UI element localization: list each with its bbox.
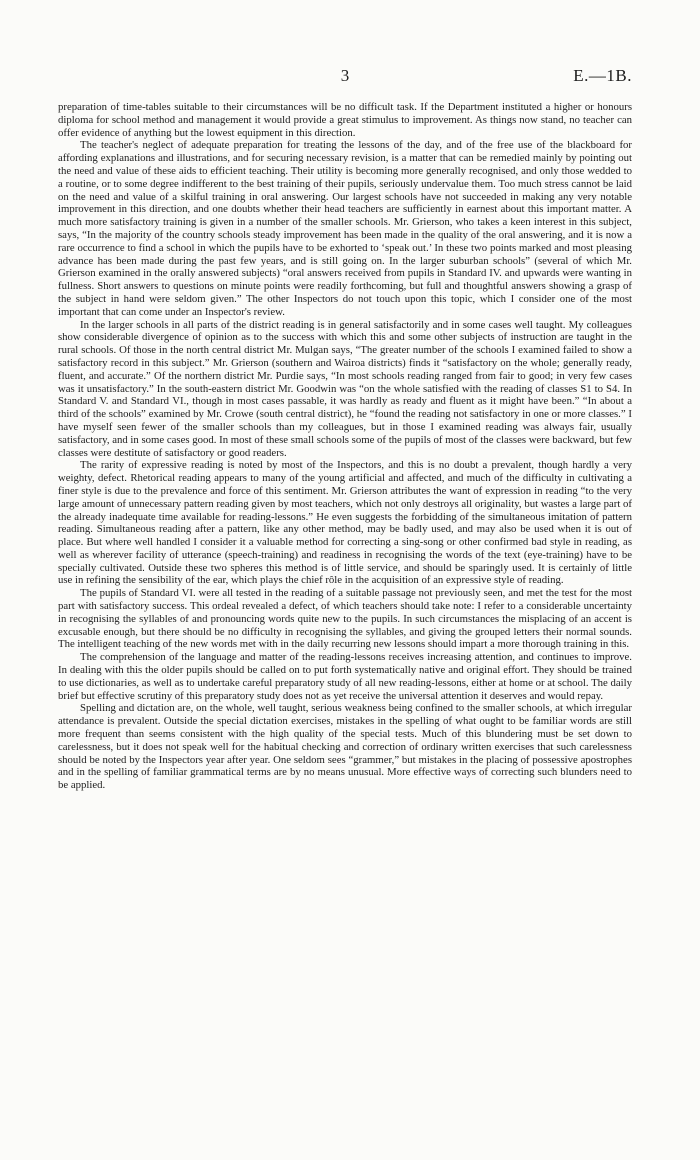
paragraph-reading: In the larger schools in all parts of the district reading is in general satisfactorily and in some cases well taught. My colleagues show considerable divergence of opinion as to the success with which this and some other subjects of instruction are taught in the rural schools. Of those in the north central district Mr. Mulgan says, “The greater number of the schools I examined failed to show a satisfactory record in this subject.” Mr. Grierson (southern and Wairoa districts) finds it “satisfactory on the whole; generally ready, fluent, and accurate.” Of the northern district Mr. Purdie says, “In most schools reading ranged from fair to good; in very few cases was it unsatisfactory.” In the south-eastern district Mr. Goodwin was “on the whole satisfied with the reading of classes S1 to S4. In Standard V. and Standard VI., though in most cases passable, it was hardly as ready and fluent as it might have been.” “In about a third of the schools” examined by Mr. Crowe (south central district), he “found the reading not satisfactory in one or more classes.” I have myself seen fewer of the smaller schools than my colleagues, but in those I examined reading was always fair, usually satisfactory, and in some cases good. In most of these small schools some of the pupils of most of the classes were backward, but few classes were destitute of satisfactory or good readers.	[58, 318, 632, 459]
paragraph-expressive-reading: The rarity of expressive reading is noted by most of the Inspectors, and this is no doubt a prevalent, though hardly a very weighty, defect. Rhetorical reading appears to many of the young artificial and affected, and much of the difficulty in cultivating a finer style is due to the prevalence and force of this sentiment. Mr. Grierson attributes the want of expression in reading “to the very large amount of unnecessary pattern reading given by most teachers, which not only destroys all originality, but wastes a large part of the already inadequate time available for reading-lessons.” He even suggests the forbidding of the simultaneous imitation of pattern reading. Simultaneous reading after a pattern, like any other method, may be badly used, and may also be used when it is out of place. But where well handled I consider it a valuable method for correcting a sing-song or other confirmed bad style in reading, as well as wherever facility of utterance (speech-training) and readiness in recognising the words of the text (eye-training) have to be specially cultivated. Outside these two spheres this method is of little service, and should be sparingly used. It is certainly of little use in refining the sensibility of the ear, which plays the chief rôle in the acquisition of an expressive style of reading.	[58, 459, 632, 587]
paragraph-comprehension: The comprehension of the language and matter of the reading-lessons receives increasing attention, and continues to improve. In dealing with this the older pupils should be called on to put forth systematically native and original effort. They should be trained to use dictionaries, as well as to undertake careful preparatory study of all new reading-lessons, either at home or at school. The daily brief but effective scrutiny of this preparatory study does not as yet receive the universal attention it deserves and would repay.	[58, 651, 632, 702]
page-header	[58, 66, 632, 90]
paragraph-blackboard-oral-answering: The teacher's neglect of adequate preparation for treating the lessons of the day, and of the free use of the blackboard for affording explanations and illustrations, and for securing necessary revision, is a matter that can be remedied mainly by pointing out the need and value of these aids to efficient teaching. Their utility is becoming more generally recognised, and only those wedded to a routine, or to some degree indifferent to the best training of their pupils, seriously undervalue them. Too much stress cannot be laid on the need and value of a skilful training in oral answering. Our largest schools have not succeeded in making any very notable improvement in this direction, and one doubts whether their head teachers are sufficiently in earnest about this important matter. A much more satisfactory training is given in a number of the smaller schools. Mr. Grierson, who takes a keen interest in this subject, says, “In the majority of the country schools steady improvement has been made in the quality of the oral answering, and it is now a rare occurrence to find a school in which the pupils have to be exhorted to ‘speak out.’ In these two points marked and most pleasing advance has been made during the past few years, and is still going on. In the larger suburban schools” (several of which Mr. Grierson examined in the orally answered subjects) “oral answers received from pupils in Standard IV. and upwards were wanting in fullness. Short answers to questions on minute points were readily forthcoming, but full and thoughtful answers showing a grasp of the subject in hand were seldom given.” The other Inspectors do not touch upon this topic, which I consider one of the most important that can come under an Inspector's review.	[58, 139, 632, 318]
document-reference: E.—1B.	[573, 66, 632, 85]
paragraph-standard-vi-test: The pupils of Standard VI. were all tested in the reading of a suitable passage not previously seen, and met the test for the most part with satisfactory success. This ordeal revealed a defect, of which teachers should take note: I refer to a considerable uncertainty in recognising the syllables of and pronouncing words quite new to the pupils. In such circumstances the misplacing of an accent is excusable enough, but there should be no difficulty in recognising the syllables, and giving the grouped letters their normal sounds. The intelligent teaching of the new words met with in the daily recurring new lessons should impart a more thorough training in this.	[58, 587, 632, 651]
paragraph-spelling-dictation: Spelling and dictation are, on the whole, well taught, serious weakness being confined to the smaller schools, at which irregular attendance is prevalent. Outside the special dictation exercises, mistakes in the spelling of what ought to be familiar words are still more frequent than seems consistent with the high quality of the special tests. Much of this blundering must be set down to carelessness, but it does not speak well for the habitual checking and correction of ordinary written exercises that such carelessness should be noted by the Inspectors year after year. One seldom sees “grammer,” but mistakes in the placing of possessive apostrophes and in the spelling of familiar grammatical terms are by no means unusual. More effective ways of correcting such blunders need to be applied.	[58, 702, 632, 792]
body-text	[58, 101, 632, 792]
paragraph-timetables: preparation of time-tables suitable to their circumstances will be no difficult task. If the Department instituted a higher or honours diploma for school method and management it would provide a great stimulus to improvement. As things now stand, no teacher can offer evidence of anything but the lowest equipment in this direction.	[58, 101, 632, 139]
page-number: 3	[340, 66, 350, 85]
